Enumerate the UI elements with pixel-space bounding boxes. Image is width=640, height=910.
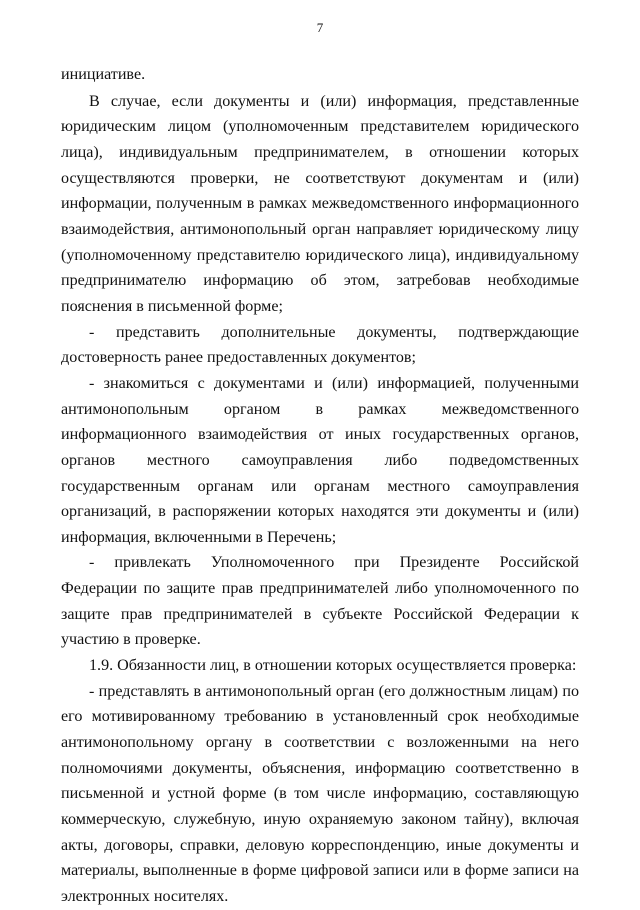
document-body bbox=[61, 62, 579, 910]
section-heading-1-9: 1.9. Обязанности лиц, в отношении которых осуществляется проверка: bbox=[89, 657, 577, 675]
paragraph-continuation: инициативе. bbox=[61, 66, 146, 83]
page-number: 7 bbox=[316, 20, 324, 35]
paragraph-provide-documents: - представлять в антимонопольный орган (его должностным лицам) по его мотивированному требованию в установленный срок необходимые антимонопольному органу в соответствии с возложенными на него полномочиями документы, объяснения, информацию соответственно в письменной и устной форме (в том числе информацию, составляющую коммерческую, служебную, иную охраняемую законом тайну), включая акты, договоры, справки, деловую корреспонденцию, иные документы и материалы, выполненные в форме цифровой записи или в форме записи на электронных носителях. bbox=[61, 682, 579, 905]
paragraph-submit-additional-documents: - представить дополнительные документы, подтверждающие достоверность ранее предоставленных документов; bbox=[61, 323, 579, 367]
paragraph-review-documents: - знакомиться с документами и (или) информацией, полученными антимонопольным органом в рамках межведомственного информационного взаимодействия от иных государственных органов, органов местного самоуправления либо подведомственных государственным органам или органам местного самоуправления организаций, в распоряжении которых находятся эти документы и (или) информация, включенными в Перечень; bbox=[61, 374, 579, 546]
paragraph-involve-ombudsman: - привлекать Уполномоченного при Президенте Российской Федерации по защите прав предпринимателей либо уполномоченного по защите прав предпринимателей в субъекте Российской Федерации к участию в проверке. bbox=[61, 554, 579, 649]
paragraph-discrepancy-notice: В случае, если документы и (или) информация, представленные юридическим лицом (уполномоченным представителем юридического лица), индивидуальным предпринимателем, в отношении которых осуществляются проверки, не соответствуют документам и (или) информации, полученным в рамках межведомственного информационного взаимодействия, антимонопольный орган направляет юридическому лицу (уполномоченному представителю юридического лица), индивидуальному предпринимателю информацию об этом, затребовав необходимые пояснения в письменной форме; bbox=[61, 92, 579, 315]
